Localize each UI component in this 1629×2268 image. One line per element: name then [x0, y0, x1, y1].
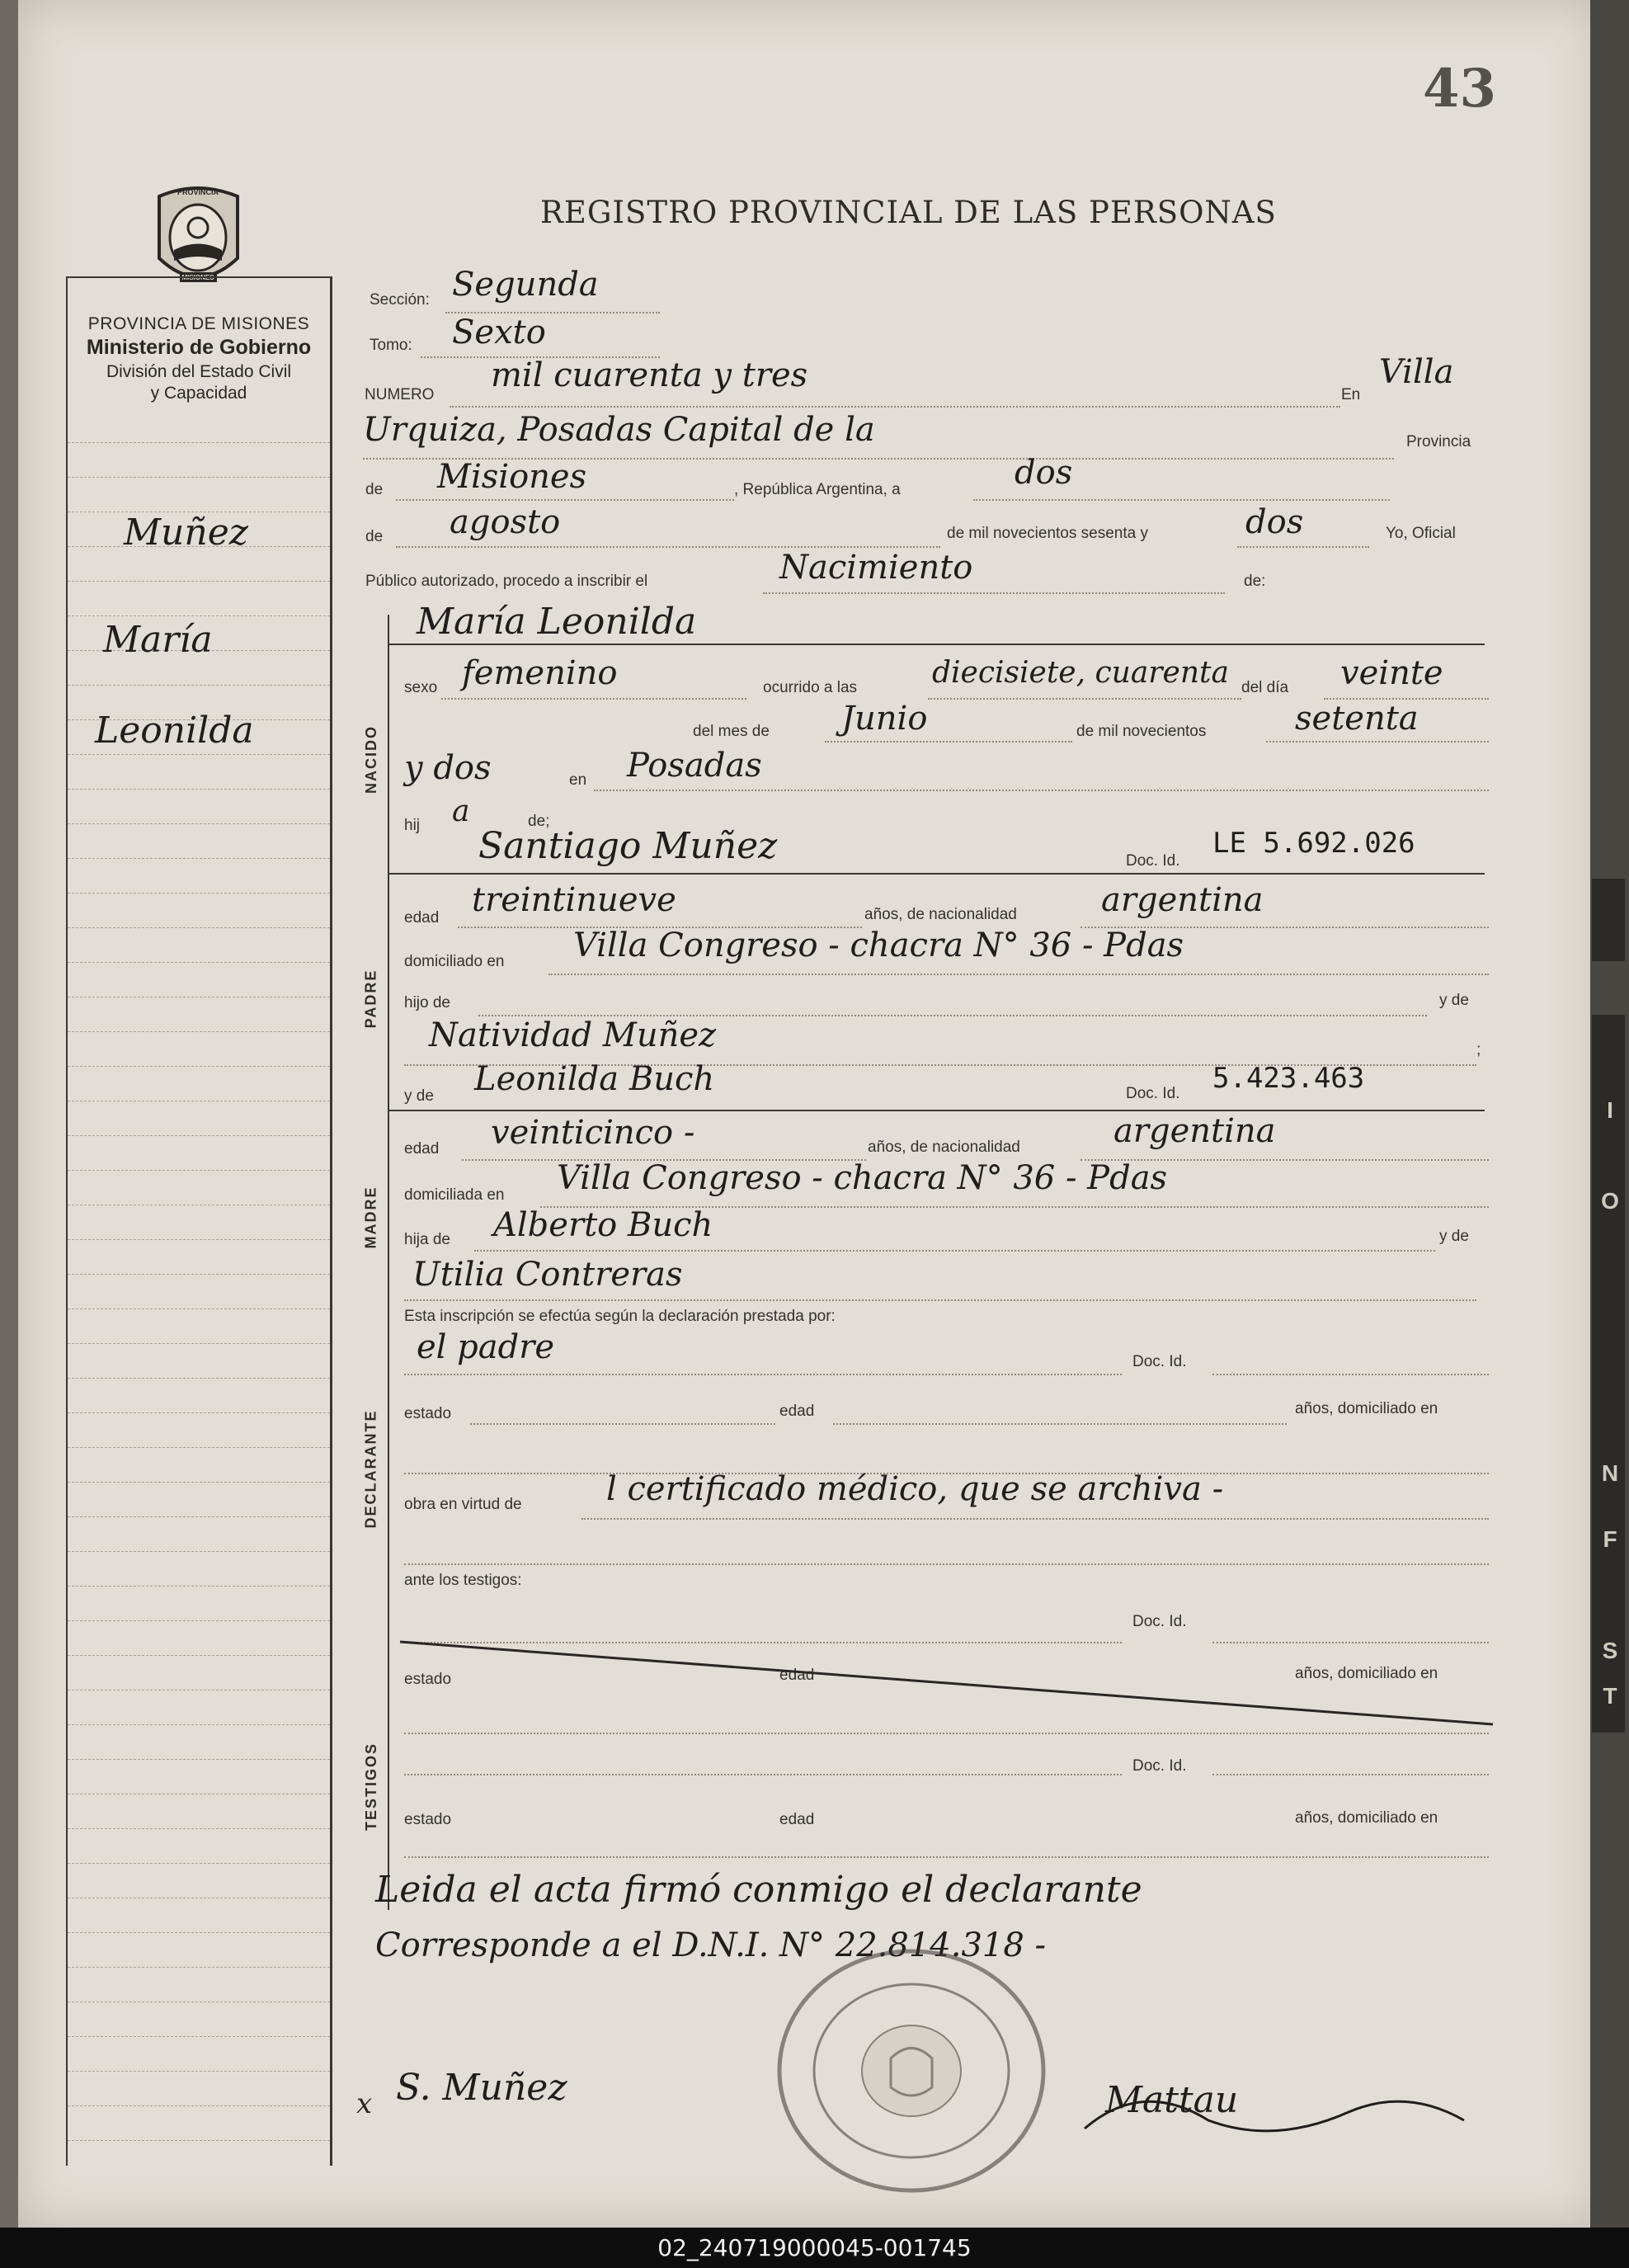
- de-semicolon-label: de;: [528, 813, 550, 830]
- sexo-line: [441, 698, 746, 700]
- hij-suffix: a: [452, 795, 470, 828]
- madre-hija-de-line: [474, 1250, 1435, 1252]
- x-mark: x: [356, 2087, 373, 2120]
- madre-hija-de-label: hija de: [404, 1231, 450, 1248]
- division-name: División del Estado Civil: [106, 361, 292, 381]
- division-name-cont: y Capacidad: [150, 383, 247, 403]
- declarante-value: el padre: [417, 1328, 555, 1366]
- testigo2-doc-line: [1212, 1774, 1489, 1775]
- declarante-doc-line: [1212, 1374, 1489, 1375]
- issuing-office: [68, 314, 330, 404]
- hora-value: diecisiete, cuarenta: [932, 656, 1229, 690]
- de-colon-label: de:: [1244, 573, 1266, 590]
- del-dia-label: del día: [1241, 679, 1289, 696]
- page-number: 43: [1423, 58, 1497, 120]
- official-signature: Mattau: [1105, 2079, 1239, 2121]
- padre-madre-nombre: Natividad Muñez: [429, 1016, 717, 1054]
- official-stamp-icon: [775, 1947, 1048, 2195]
- padre-doc-label: Doc. Id.: [1126, 852, 1180, 870]
- numero-value: mil cuarenta y tres: [491, 356, 808, 394]
- lugar-nac-value: Posadas: [627, 747, 762, 785]
- declarant-signature: S. Muñez: [396, 2067, 567, 2109]
- padre-nac-value: argentina: [1101, 881, 1264, 919]
- testigo1-estado-label: estado: [404, 1671, 452, 1688]
- testigo1-edad-label: edad: [779, 1667, 815, 1684]
- testigo2-estado-label: estado: [404, 1811, 452, 1828]
- publico-label: Público autorizado, procedo a inscribir el: [365, 573, 648, 590]
- declarante-anos-label: años, domiciliado en: [1295, 1400, 1438, 1417]
- esta-inscripcion-label: Esta inscripción se efectúa según la declaración prestada por:: [404, 1308, 836, 1325]
- declarante-edad-label: edad: [779, 1403, 815, 1420]
- mil-novecientos-sesenta-label: de mil novecientos sesenta y: [947, 525, 1148, 542]
- obra-value: l certificado médico, que se archiva -: [606, 1470, 1224, 1508]
- padre-dom-value: Villa Congreso - chacra N° 36 - Pdas: [573, 927, 1184, 964]
- margin-first-name: María: [103, 619, 213, 661]
- seccion-value: Segunda: [452, 266, 599, 304]
- en-label-2: en: [569, 771, 587, 789]
- index-tab: [1592, 1015, 1625, 1477]
- padre-doc-value: LE 5.692.026: [1212, 827, 1415, 860]
- madre-doc-value: 5.423.463: [1212, 1062, 1365, 1095]
- section-column-line: [388, 615, 389, 1910]
- anio-value-cont: y dos: [404, 749, 492, 787]
- provincial-seal-icon: [151, 180, 246, 299]
- margin-surname: Muñez: [124, 512, 248, 554]
- padre-nac-label: años, de nacionalidad: [864, 906, 1017, 923]
- padre-dom-line: [548, 974, 1489, 975]
- nombre-underline: [388, 644, 1485, 645]
- de-label: de: [365, 481, 384, 498]
- madre-madre-nombre: Utilia Contreras: [412, 1256, 683, 1294]
- document-title: REGISTRO PROVINCIAL DE LAS PERSONAS: [540, 195, 1277, 230]
- madre-dom-label: domiciliada en: [404, 1186, 505, 1204]
- ante-testigos-label: ante los testigos:: [404, 1572, 522, 1589]
- section-padre: PADRE: [362, 969, 379, 1028]
- anio-value: setenta: [1295, 700, 1419, 738]
- provincia-value: Misiones: [437, 458, 587, 496]
- obra-label: obra en virtud de: [404, 1496, 522, 1513]
- provincia-label: Provincia: [1406, 433, 1471, 450]
- seccion-label: Sección:: [370, 291, 430, 309]
- testigo2-dom-line: [404, 1856, 1489, 1858]
- de-label-2: de: [365, 528, 384, 545]
- ministry-name: Ministerio de Gobierno: [86, 336, 312, 360]
- section-declarante: DECLARANTE: [362, 1409, 379, 1528]
- declarante-doc-label: Doc. Id.: [1132, 1353, 1187, 1370]
- madre-padre-nombre: Alberto Buch: [493, 1206, 713, 1244]
- signature-flourish-icon: [1076, 2063, 1472, 2153]
- republica-label: , República Argentina, a: [734, 481, 901, 498]
- anio-line: [1266, 741, 1489, 743]
- madre-edad-label: edad: [404, 1140, 440, 1158]
- anio-inscripcion-line: [1237, 546, 1369, 548]
- side-tab-letter: T: [1603, 1683, 1617, 1709]
- numero-line: [450, 406, 1340, 408]
- margin-divider: [330, 276, 332, 2166]
- madre-nac-label: años, de nacionalidad: [868, 1139, 1020, 1156]
- del-mes-label: del mes de: [693, 723, 770, 740]
- province-name: PROVINCIA DE MISIONES: [87, 314, 310, 333]
- seal-top-text: PROVINCIA: [177, 188, 219, 196]
- padre-dom-label: domiciliado en: [404, 953, 505, 970]
- en-value: Villa: [1379, 353, 1454, 391]
- madre-dom-value: Villa Congreso - chacra N° 36 - Pdas: [557, 1159, 1168, 1197]
- testigo2-line: [404, 1774, 1122, 1775]
- tomo-label: Tomo:: [370, 337, 412, 354]
- testigo1-dom-line: [404, 1733, 1489, 1734]
- anio-inscripcion-value: dos: [1245, 503, 1304, 541]
- madre-nombre: Leonilda Buch: [474, 1060, 715, 1098]
- side-tab-letter: I: [1607, 1097, 1613, 1123]
- madre-madre-line: [404, 1299, 1476, 1301]
- cierre-line-2: Corresponde a el D.N.I. N° 22.814.318 -: [375, 1926, 1047, 1964]
- nombre-inscripto: María Leonilda: [417, 601, 697, 643]
- semicolon-label: ;: [1476, 1041, 1481, 1059]
- madre-nac-value: argentina: [1113, 1112, 1276, 1150]
- yo-oficial-label: Yo, Oficial: [1386, 525, 1456, 542]
- sexo-label: sexo: [404, 679, 438, 696]
- strike-through-line: [396, 1634, 1501, 1733]
- padre-hijo-de-label: hijo de: [404, 994, 450, 1011]
- acto-value: Nacimiento: [779, 549, 973, 587]
- image-identifier: 02_240719000045-001745: [657, 2234, 972, 2261]
- numero-label: NUMERO: [365, 386, 435, 403]
- ocurrido-label: ocurrido a las: [763, 679, 858, 696]
- margin-top-line: [66, 276, 332, 278]
- padre-edad-value: treintinueve: [472, 881, 676, 919]
- hora-line: [928, 698, 1241, 700]
- padre-nombre: Santiago Muñez: [478, 825, 778, 867]
- testigo2-anos-label: años, domiciliado en: [1295, 1809, 1438, 1827]
- sexo-value: femenino: [462, 654, 618, 692]
- section-testigos: TESTIGOS: [362, 1742, 379, 1831]
- side-tab-letter: S: [1602, 1638, 1618, 1663]
- index-tab: [1592, 879, 1625, 961]
- mes-line: [825, 741, 1072, 743]
- dia-value: veinte: [1340, 654, 1443, 692]
- declarante-edad-line: [833, 1423, 1287, 1425]
- section-nacido: NACIDO: [362, 724, 379, 794]
- cierre-line-1: Leida el acta firmó conmigo el declarante: [375, 1869, 1142, 1911]
- mes-inscripcion-value: agosto: [450, 503, 561, 541]
- dia-inscripcion-line: [973, 499, 1390, 501]
- declarante-estado-line: [470, 1423, 775, 1425]
- testigo1-anos-label: años, domiciliado en: [1295, 1665, 1438, 1682]
- lugar-nac-line: [594, 790, 1489, 791]
- margin-middle-name: Leonilda: [95, 710, 254, 752]
- obra-line-2: [404, 1563, 1489, 1565]
- declarante-line: [404, 1374, 1122, 1375]
- padre-edad-label: edad: [404, 909, 440, 927]
- madre-y-de-label-2: y de: [1439, 1228, 1469, 1245]
- madre-doc-label: Doc. Id.: [1126, 1085, 1180, 1102]
- tomo-value: Sexto: [452, 314, 546, 351]
- side-tab-letter: F: [1603, 1526, 1617, 1552]
- obra-line: [581, 1518, 1489, 1520]
- declarante-estado-label: estado: [404, 1405, 452, 1422]
- margin-ruling: [68, 442, 330, 2175]
- side-tab-letter: N: [1601, 1460, 1619, 1486]
- mes-value: Junio: [841, 700, 928, 738]
- side-tab-letter: O: [1601, 1188, 1619, 1214]
- acto-line: [763, 592, 1225, 594]
- testigo2-doc-label: Doc. Id.: [1132, 1757, 1187, 1775]
- madre-y-de-label: y de: [404, 1087, 434, 1105]
- dia-inscripcion-value: dos: [1015, 454, 1073, 492]
- testigo1-doc-label: Doc. Id.: [1132, 1613, 1187, 1630]
- madre-edad-value: veinticinco -: [491, 1114, 695, 1152]
- padre-top-line: [388, 873, 1485, 875]
- mes-inscripcion-line: [396, 546, 940, 548]
- provincia-line: [396, 499, 734, 501]
- mil-novecientos-label: de mil novecientos: [1076, 723, 1207, 740]
- en-label: En: [1341, 386, 1361, 403]
- section-madre: MADRE: [362, 1186, 379, 1248]
- testigo2-edad-label: edad: [779, 1811, 815, 1828]
- padre-y-de-label: y de: [1439, 992, 1469, 1009]
- hij-label: hij: [404, 817, 421, 834]
- madre-top-line: [388, 1110, 1485, 1111]
- lugar-value: Urquiza, Posadas Capital de la: [363, 411, 875, 449]
